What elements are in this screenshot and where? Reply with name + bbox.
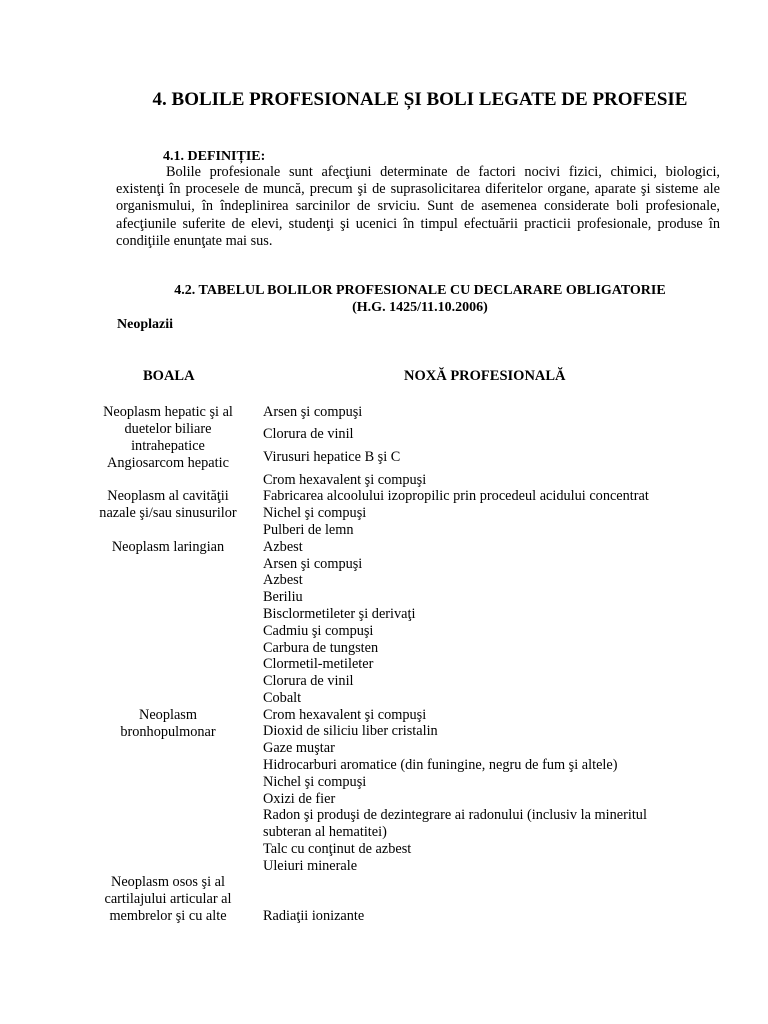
definition-text: Bolile profesionale sunt afecţiuni determinate de factori nocivi fizici, chimici, biologici, existenţi în procesele de muncă, precum şi de suprasolicitarea diferitelor organe, aparate şi sisteme ale organismului, în îndeplinirea sarcinilor de srviciu. Sunt de asemenea considerate boli profesionale, afecţiunile suferite de elevi, studenţi şi ucenici în timpul efectuării practicii profesionale, produse în condiţiile enunţate mai sus. [116, 164, 720, 249]
disease-line: bronhopulmonar [120, 724, 216, 740]
disease-line: Neoplasm hepatic şi al [103, 404, 233, 420]
agent-item: Oxizi de fier [263, 791, 336, 807]
agent-item: Clorura de vinil [263, 673, 354, 689]
disease-cell [68, 488, 268, 522]
agent-item: Clorura de vinil [263, 426, 354, 442]
disease-line: Angiosarcom hepatic [107, 455, 229, 471]
agent-item: Bisclormetileter şi derivaţi [263, 606, 416, 622]
agent-item: Virusuri hepatice B şi C [263, 449, 401, 465]
agent-item: Cadmiu şi compuşi [263, 623, 374, 639]
disease-cell [68, 874, 268, 925]
disease-cell [68, 404, 268, 472]
agent-item: Uleiuri minerale [263, 858, 358, 874]
disease-line: nazale şi/sau sinusurilor [99, 505, 237, 521]
agent-item: Hidrocarburi aromatice (din funingine, negru de fum şi altele) [263, 757, 618, 773]
column-header-agent: NOXĂ PROFESIONALĂ [404, 368, 566, 384]
agent-item: Arsen şi compuşi [263, 404, 363, 420]
disease-cell [68, 539, 268, 556]
definition-paragraph [116, 164, 720, 250]
agent-item: Azbest [263, 572, 303, 588]
agent-item: Radiaţii ionizante [263, 908, 365, 924]
agent-item: Azbest [263, 539, 303, 555]
agent-item: Talc cu conţinut de azbest [263, 841, 412, 857]
page-title: 4. BOLILE PROFESIONALE ȘI BOLI LEGATE DE PROFESIE [152, 89, 688, 110]
column-header-disease: BOALA [143, 368, 195, 384]
agent-item: Dioxid de siliciu liber cristalin [263, 723, 438, 739]
agent-item: Nichel şi compuşi [263, 505, 367, 521]
disease-line: intrahepatice [131, 438, 205, 454]
agent-item: Gaze muştar [263, 740, 335, 756]
disease-line: Neoplasm [139, 707, 197, 723]
disease-line: Neoplasm al cavităţii [107, 488, 229, 504]
agent-item: subteran al hematitei) [263, 824, 387, 840]
disease-line: cartilajului articular al [104, 891, 232, 907]
disease-line: membrelor şi cu alte [109, 908, 227, 924]
agent-item: Cobalt [263, 690, 302, 706]
agent-item: Fabricarea alcoolului izopropilic prin procedeul acidului concentrat [263, 488, 649, 504]
disease-cell [68, 707, 268, 741]
table-heading: 4.2. TABELUL BOLILOR PROFESIONALE CU DECLARARE OBLIGATORIE [174, 283, 666, 298]
agent-item: Arsen şi compuşi [263, 556, 363, 572]
agent-item: Crom hexavalent şi compuşi [263, 472, 427, 488]
agent-item: Radon şi produşi de dezintegrare ai radonului (inclusiv la mineritul [263, 807, 647, 823]
agent-item: Pulberi de lemn [263, 522, 354, 538]
definition-heading: 4.1. DEFINIȚIE: [163, 149, 266, 164]
agent-item: Nichel şi compuşi [263, 774, 367, 790]
disease-line: duetelor biliare [124, 421, 212, 437]
agent-item: Crom hexavalent şi compuşi [263, 707, 427, 723]
disease-line: Neoplasm laringian [111, 539, 225, 555]
agent-item: Clormetil-metileter [263, 656, 374, 672]
agent-item: Beriliu [263, 589, 303, 605]
group-label: Neoplazii [117, 317, 173, 332]
table-heading-reference: (H.G. 1425/11.10.2006) [352, 300, 488, 315]
disease-line: Neoplasm osos şi al [111, 874, 225, 890]
agent-item: Carbura de tungsten [263, 640, 379, 656]
